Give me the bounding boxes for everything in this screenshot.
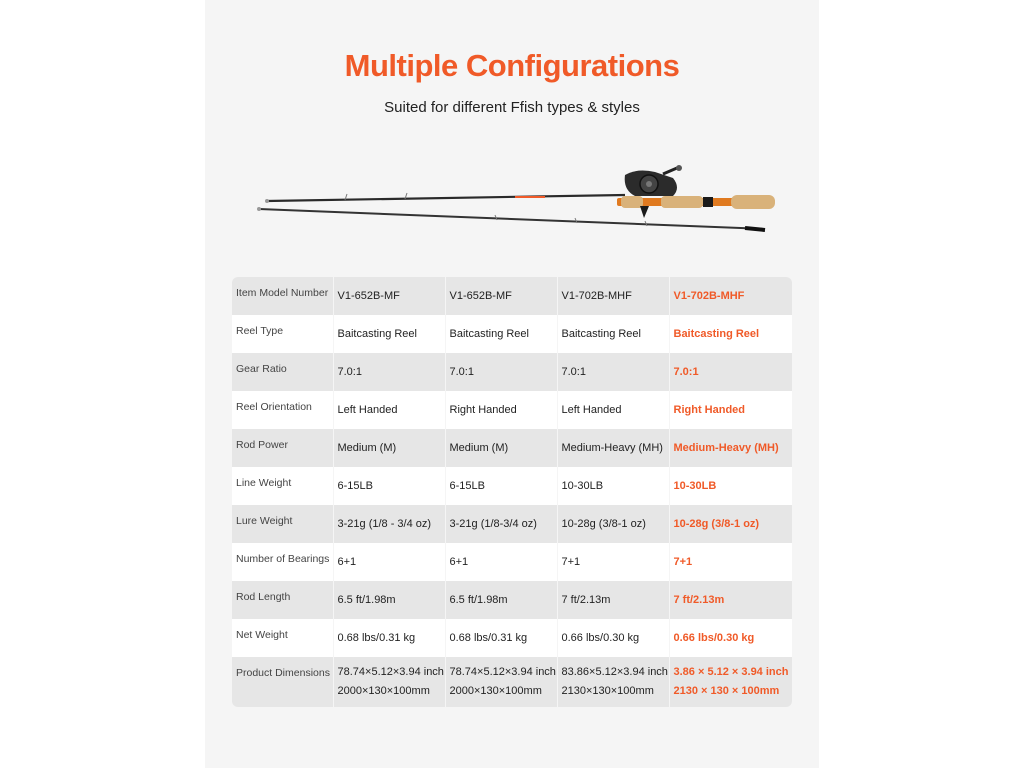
table-cell: Medium (M) bbox=[445, 429, 557, 467]
content-panel bbox=[205, 0, 819, 768]
table-cell: 6+1 bbox=[445, 543, 557, 581]
table-cell: 7.0:1 bbox=[333, 353, 445, 391]
row-label: Number of Bearings bbox=[232, 543, 333, 581]
table-cell-highlighted: 10-30LB bbox=[669, 467, 792, 505]
table-cell-highlighted: 7 ft/2.13m bbox=[669, 581, 792, 619]
dimension-mm: 2000×130×100mm bbox=[449, 685, 542, 697]
table-cell-highlighted bbox=[669, 657, 792, 707]
table-cell: 3-21g (1/8 - 3/4 oz) bbox=[333, 505, 445, 543]
table-row bbox=[232, 581, 792, 619]
table-row bbox=[232, 315, 792, 353]
table-cell: 6.5 ft/1.98m bbox=[445, 581, 557, 619]
dimension-inch: 78.74×5.12×3.94 inch bbox=[337, 666, 444, 678]
table-cell: V1-652B-MF bbox=[445, 277, 557, 315]
table-row bbox=[232, 619, 792, 657]
table-row bbox=[232, 429, 792, 467]
row-label: Item Model Number bbox=[232, 277, 333, 315]
row-label: Rod Power bbox=[232, 429, 333, 467]
table-cell: V1-702B-MHF bbox=[557, 277, 669, 315]
dimension-inch: 83.86×5.12×3.94 inch bbox=[561, 666, 668, 678]
table-cell bbox=[445, 657, 557, 707]
table-cell: V1-652B-MF bbox=[333, 277, 445, 315]
table-cell-highlighted: 7.0:1 bbox=[669, 353, 792, 391]
table-cell-highlighted: 7+1 bbox=[669, 543, 792, 581]
table-cell: 7 ft/2.13m bbox=[557, 581, 669, 619]
dimension-mm: 2000×130×100mm bbox=[337, 685, 430, 697]
table-cell: Left Handed bbox=[557, 391, 669, 429]
table-cell: 6+1 bbox=[333, 543, 445, 581]
table-cell: 6.5 ft/1.98m bbox=[333, 581, 445, 619]
table-cell: Medium (M) bbox=[333, 429, 445, 467]
table-cell-highlighted: Medium-Heavy (MH) bbox=[669, 429, 792, 467]
table-row bbox=[232, 391, 792, 429]
table-row bbox=[232, 277, 792, 315]
table-row bbox=[232, 543, 792, 581]
table-row bbox=[232, 467, 792, 505]
row-label: Net Weight bbox=[232, 619, 333, 657]
row-label: Rod Length bbox=[232, 581, 333, 619]
table-cell: Left Handed bbox=[333, 391, 445, 429]
row-label: Reel Type bbox=[232, 315, 333, 353]
table-cell: 3-21g (1/8-3/4 oz) bbox=[445, 505, 557, 543]
table-cell-highlighted: 10-28g (3/8-1 oz) bbox=[669, 505, 792, 543]
table-cell: 10-30LB bbox=[557, 467, 669, 505]
dimension-mm: 2130 × 130 × 100mm bbox=[673, 685, 780, 697]
table-cell bbox=[333, 657, 445, 707]
spec-table bbox=[232, 277, 792, 707]
table-cell: Baitcasting Reel bbox=[557, 315, 669, 353]
table-cell: 7.0:1 bbox=[557, 353, 669, 391]
table-cell: 7+1 bbox=[557, 543, 669, 581]
table-cell: Baitcasting Reel bbox=[445, 315, 557, 353]
table-row bbox=[232, 353, 792, 391]
table-cell: 7.0:1 bbox=[445, 353, 557, 391]
table-row bbox=[232, 657, 792, 707]
table-cell: 0.66 lbs/0.30 kg bbox=[557, 619, 669, 657]
row-label: Lure Weight bbox=[232, 505, 333, 543]
table-cell: Baitcasting Reel bbox=[333, 315, 445, 353]
table-cell: Right Handed bbox=[445, 391, 557, 429]
table-cell: 6-15LB bbox=[333, 467, 445, 505]
page-title: Multiple Configurations bbox=[344, 48, 680, 83]
table-cell-highlighted: Right Handed bbox=[669, 391, 792, 429]
row-label: Line Weight bbox=[232, 467, 333, 505]
table-cell: 0.68 lbs/0.31 kg bbox=[333, 619, 445, 657]
table-cell: 10-28g (3/8-1 oz) bbox=[557, 505, 669, 543]
table-cell-highlighted: V1-702B-MHF bbox=[669, 277, 792, 315]
dimension-inch: 3.86 × 5.12 × 3.94 inch bbox=[673, 666, 789, 678]
row-label: Product Dimensions bbox=[232, 657, 333, 707]
table-cell-highlighted: 0.66 lbs/0.30 kg bbox=[669, 619, 792, 657]
page-subtitle: Suited for different Ffish types & styles bbox=[384, 99, 640, 116]
table-cell: Medium-Heavy (MH) bbox=[557, 429, 669, 467]
row-label: Gear Ratio bbox=[232, 353, 333, 391]
table-cell: 0.68 lbs/0.31 kg bbox=[445, 619, 557, 657]
table-cell bbox=[557, 657, 669, 707]
table-cell-highlighted: Baitcasting Reel bbox=[669, 315, 792, 353]
table-row bbox=[232, 505, 792, 543]
table-cell: 6-15LB bbox=[445, 467, 557, 505]
dimension-mm: 2130×130×100mm bbox=[561, 685, 654, 697]
fishing-rod-with-baitcasting-reel bbox=[245, 160, 785, 240]
dimension-inch: 78.74×5.12×3.94 inch bbox=[449, 666, 556, 678]
row-label: Reel Orientation bbox=[232, 391, 333, 429]
